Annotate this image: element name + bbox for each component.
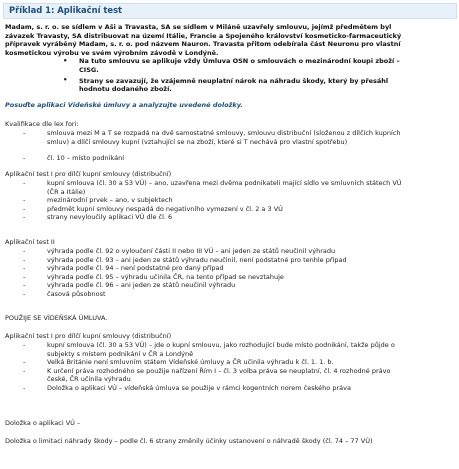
intro-bullet-1-line-2: CISG. (79, 65, 99, 74)
kvalifikace-item-2: čl. 10 – místo podnikání (47, 154, 124, 162)
kvalifikace-item-1-line-1: smlouva mezi M a T se rozpadá na dvě samostatné smlouvy, smlouvu distribuční (složenou z dílčích kupních (47, 129, 401, 137)
test-iii-item-2: Velká Británie není smluvním státem Vídeňské úmluvy a ČR učinila výhradu k čl. 1. 1. b. (47, 358, 334, 366)
test-ii-item-3: výhrada podle čl. 94 – není podstatné pro daný případ (47, 264, 224, 272)
dash-marker: - (23, 196, 26, 204)
intro-line-1: Madam, s. r. o. se sídlem v Aši a Travasta, SA se sídlem v Miláně uzavřely smlouvu, jejímž předmětem byl (5, 23, 392, 31)
page-title: Příklad 1: Aplikační test (9, 5, 123, 15)
test-ii-item-1: výhrada podle čl. 92 o vyloučení části II nebo III VÚ – ani jeden ze států neučinil výhradu (47, 247, 336, 255)
dash-marker: - (23, 281, 26, 289)
test-iii-item-4: Doložka o aplikaci VÚ – vídeňská úmluva se použije v rámci kogentních norem českého práva (47, 383, 351, 392)
dash-marker: - (23, 272, 26, 281)
dash-marker: - (23, 383, 26, 392)
test-ii-item-2: výhrada podle čl. 93 – ani jeden ze států výhradu neučinil, není podstatné pro tenhle případ (47, 255, 347, 264)
intro-bullet-2-line-2: hodnotu dodaného zboží. (79, 85, 172, 93)
intro-line-3: přípravek vyráběný Madam, s. r. o. pod názvem Nauron. Travasta přitom odebírala část Neuronu pro vlastní (5, 40, 401, 48)
test-i-item-4: strany nevyloučily aplikaci VÚ dle čl. 6 (47, 213, 173, 221)
dash-marker: - (23, 129, 26, 137)
intro-line-4: kosmetickou výrobu ve svém výrobním závodě v Londýně. (5, 48, 219, 57)
dash-marker: - (23, 341, 26, 349)
kvalifikace-heading: Kvalifikace dle lex fori: (5, 120, 79, 128)
dash-marker: - (23, 154, 26, 162)
conclusion-text: POUŽIJE SE VÍDEŇSKÁ ÚMLUVA. (5, 314, 108, 322)
test-iii-item-1-line-1: kupní smlouva (čl. 30 a 53 VÚ) – jde o kupní smlouvu, jako rozhodující bude místo podnikání, takže půjde o (47, 341, 395, 349)
test-iii-item-3-line-2: české, ČR učinila výhradu (47, 375, 131, 383)
kvalifikace-item-1-line-2: smluv) a dílčí smlouvy kupní (vztahující se na zboží, které si T nechává pro vlastní spotřebu) (47, 137, 348, 146)
bullet-dot: • (63, 76, 68, 84)
test-ii-item-6: časová působnost (47, 289, 106, 298)
intro-bullet-1-line-1: Na tuto smlouvu se aplikuje vždy Úmluva OSN o smlouvách o mezinárodní koupi zboží – (79, 57, 400, 65)
bullet-dot: • (63, 56, 68, 65)
test-iii-heading: Aplikační test I pro dílčí kupní smlouvy (distribuční) (5, 332, 172, 340)
test-i-item-3: předmět kupní smlouvy nespadá do negativního vymezení v čl. 2 a 3 VÚ (47, 204, 283, 213)
dash-marker: - (23, 247, 26, 255)
footer-line-1: Doložka o aplikaci VÚ – (5, 419, 81, 427)
dash-marker: - (23, 358, 26, 366)
test-iii-item-1-line-2: subjekty s místem podnikání v ČR a Londýně (47, 349, 194, 358)
dash-marker: - (23, 213, 26, 221)
intro-line-2: závazek Travasty, SA distribuovat na území Itálie, Francie a Spojeného království kosmeticko-farmaceutický (5, 31, 402, 40)
test-iii-item-3-line-1: K určení práva rozhodného se použije nařízení Řím I – čl. 3 volba práva se neuplatní, čl. 4 rozhodné právo (47, 366, 391, 375)
intro-bullet-2-line-1: Strany se zavazují, že vzájemně neuplatní nárok na náhradu škody, který by přesáhl (79, 76, 389, 85)
task-instruction: Posuďte aplikaci Vídeňské úmluvy a analyzujte uvedené doložky. (5, 101, 243, 109)
footer-line-2: Doložka o limitaci náhrady škody – podle čl. 6 strany změnily účinky ustanovení o náhradě škody (čl. 74 – 77 VÚ) (5, 437, 373, 445)
dash-marker: - (23, 179, 26, 187)
test-ii-item-4: výhrada podle čl. 95 – výhradu učinila ČR, na tento případ se nevztahuje (47, 272, 284, 281)
test-i-item-2: mezinárodní prvek – ano, v subjektech (47, 196, 173, 204)
dash-marker: - (23, 366, 26, 375)
test-i-item-1-line-1: kupní smlouva (čl. 30 a 53 VÚ) – ano, uzavřena mezi dvěma podnikateli mající sídlo ve smluvních státech VÚ (47, 179, 402, 187)
title-box (3, 3, 457, 19)
test-i-heading: Aplikační test I pro dílčí kupní smlouvy (distribuční) (5, 170, 172, 178)
test-i-item-1-line-2: (ČR a Itálie) (47, 187, 86, 196)
dash-marker: - (23, 264, 26, 272)
test-ii-heading: Aplikační test II (5, 238, 55, 246)
dash-marker: - (23, 255, 26, 264)
dash-marker: - (23, 289, 26, 298)
test-ii-item-5: výhrada podle čl. 96 – ani jeden ze států neučinil výhradu (47, 281, 236, 289)
dash-marker: - (23, 204, 26, 213)
